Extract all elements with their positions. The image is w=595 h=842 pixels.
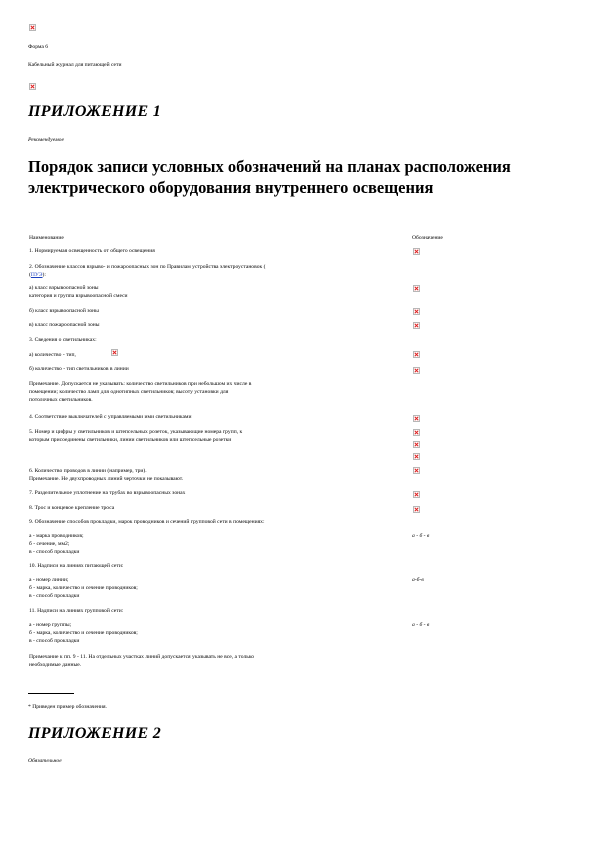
symbol-image-icon	[413, 285, 420, 292]
row-9-text: 9. Обозначение способов прокладки, марок проводников и сечений групповой сети в помещениях:	[29, 519, 265, 525]
symbol-image-icon	[413, 415, 420, 422]
row-3-text: 3. Сведения о светильниках:	[29, 337, 97, 343]
symbol-image-icon	[413, 491, 420, 498]
row-3b-text: б) количество - тип светильников в линии	[29, 366, 129, 372]
row-11b-text: б - марка, количество и сечение проводников;	[29, 630, 138, 636]
row-11a-text: а - номер группы;	[29, 622, 72, 628]
row-10-text: 10. Надписи на линиях питающей сети:	[29, 563, 124, 569]
row-2b-text: б) класс взрывоопасной зоны	[29, 308, 99, 314]
pue-link[interactable]: ПУЭ	[30, 272, 43, 278]
symbol-image-icon	[413, 467, 420, 474]
symbol-image-icon	[413, 351, 420, 358]
broken-image-icon	[29, 83, 36, 90]
symbol-image-icon	[413, 367, 420, 374]
footnote-divider	[28, 693, 74, 694]
row-3-note-line2: помещении; количество ламп для однотипных светильников; высоту установки для	[29, 389, 229, 395]
inline-image-icon	[111, 349, 118, 356]
row-11-text: 11. Надписи на линиях групповой сети:	[29, 608, 124, 614]
column-header-name: Наименование	[29, 235, 64, 241]
row-2c-text: в) класс пожароопасной зоны	[29, 322, 100, 328]
row-9b-text: б - сечение, мм2;	[29, 541, 70, 547]
row-3a-text: а) количество - тип,	[29, 352, 76, 358]
note-end-line1: Примечание к пп. 9 - 11. На отдельных участках линий допускается указывать не все, а только	[29, 654, 255, 660]
row-10c-text: в - способ прокладки	[29, 593, 80, 599]
row-6-line1: 6. Количество проводов в линии (например, три).	[29, 468, 147, 474]
row-11-symbol: а - б - в	[412, 622, 430, 628]
row-10-symbol: а-б-в	[412, 577, 424, 583]
row-4-text: 4. Соответствие выключателей с управляемыми ими светильниками	[29, 414, 192, 420]
row-3-note-line1: Примечание. Допускается не указывать: количество светильников при небольшом их числе в	[29, 381, 252, 387]
symbol-image-icon	[413, 441, 420, 448]
symbol-image-icon	[413, 453, 420, 460]
appendix1-status: Рекомендуемое	[28, 137, 64, 143]
row-2a-sub-text: категория и группа взрывоопасной смеси	[29, 293, 128, 299]
row-3-note-line3: потолочных светильников.	[29, 397, 93, 403]
row-11c-text: в - способ прокладки	[29, 638, 80, 644]
symbol-image-icon	[413, 506, 420, 513]
broken-image-icon	[29, 24, 36, 31]
row-2-text-cont: (ПУЭ):	[29, 272, 46, 278]
row-10a-text: а - номер линии;	[29, 577, 69, 583]
symbol-image-icon	[413, 429, 420, 436]
appendix2-title: ПРИЛОЖЕНИЕ 2	[28, 725, 162, 742]
symbol-image-icon	[413, 308, 420, 315]
column-header-symbol: Обозначение	[412, 235, 443, 241]
note-end-line2: необходимые данные.	[29, 662, 82, 668]
appendix2-status: Обязательное	[28, 758, 62, 764]
row-2a-text: а) класс взрывоопасной зоны	[29, 285, 99, 291]
row-10b-text: б - марка, количество и сечение проводников;	[29, 585, 138, 591]
row-8-text: 8. Трос и концевое крепление троса	[29, 505, 115, 511]
row-1-text: 1. Нормируемая освещенность от общего освещения	[29, 248, 155, 254]
row-2-text: 2. Обозначение классов взрыво- и пожароопасных зон по Правилам устройства электроустановок (	[29, 264, 266, 270]
row-9c-text: в - способ прокладки	[29, 549, 80, 555]
row-6-note: Примечание. Не двухпроводных линий черточки не показывают.	[29, 476, 184, 482]
footnote: * Приведен пример обозначения.	[28, 704, 107, 710]
row-5-line2: которым присоединены светильники, линии светильников или штепсельные розетки	[29, 437, 232, 443]
form-label: Форма 6	[28, 44, 49, 50]
appendix1-heading: Порядок записи условных обозначений на планах расположения электрического оборудования внутреннего освещения	[28, 157, 511, 197]
symbol-image-icon	[413, 248, 420, 255]
symbol-image-icon	[413, 322, 420, 329]
row-7-text: 7. Разделительное уплотнение на трубах во взрывоопасных зонах	[29, 490, 186, 496]
journal-label: Кабельный журнал для питающей сети	[28, 62, 122, 68]
row-9a-text: а - марка проводников;	[29, 533, 84, 539]
row-9-symbol: а - б - в	[412, 533, 430, 539]
appendix1-title: ПРИЛОЖЕНИЕ 1	[28, 103, 162, 120]
row-5-line1: 5. Номер и цифры у светильников и штепсельных розеток, указывающие номера групп, к	[29, 429, 243, 435]
